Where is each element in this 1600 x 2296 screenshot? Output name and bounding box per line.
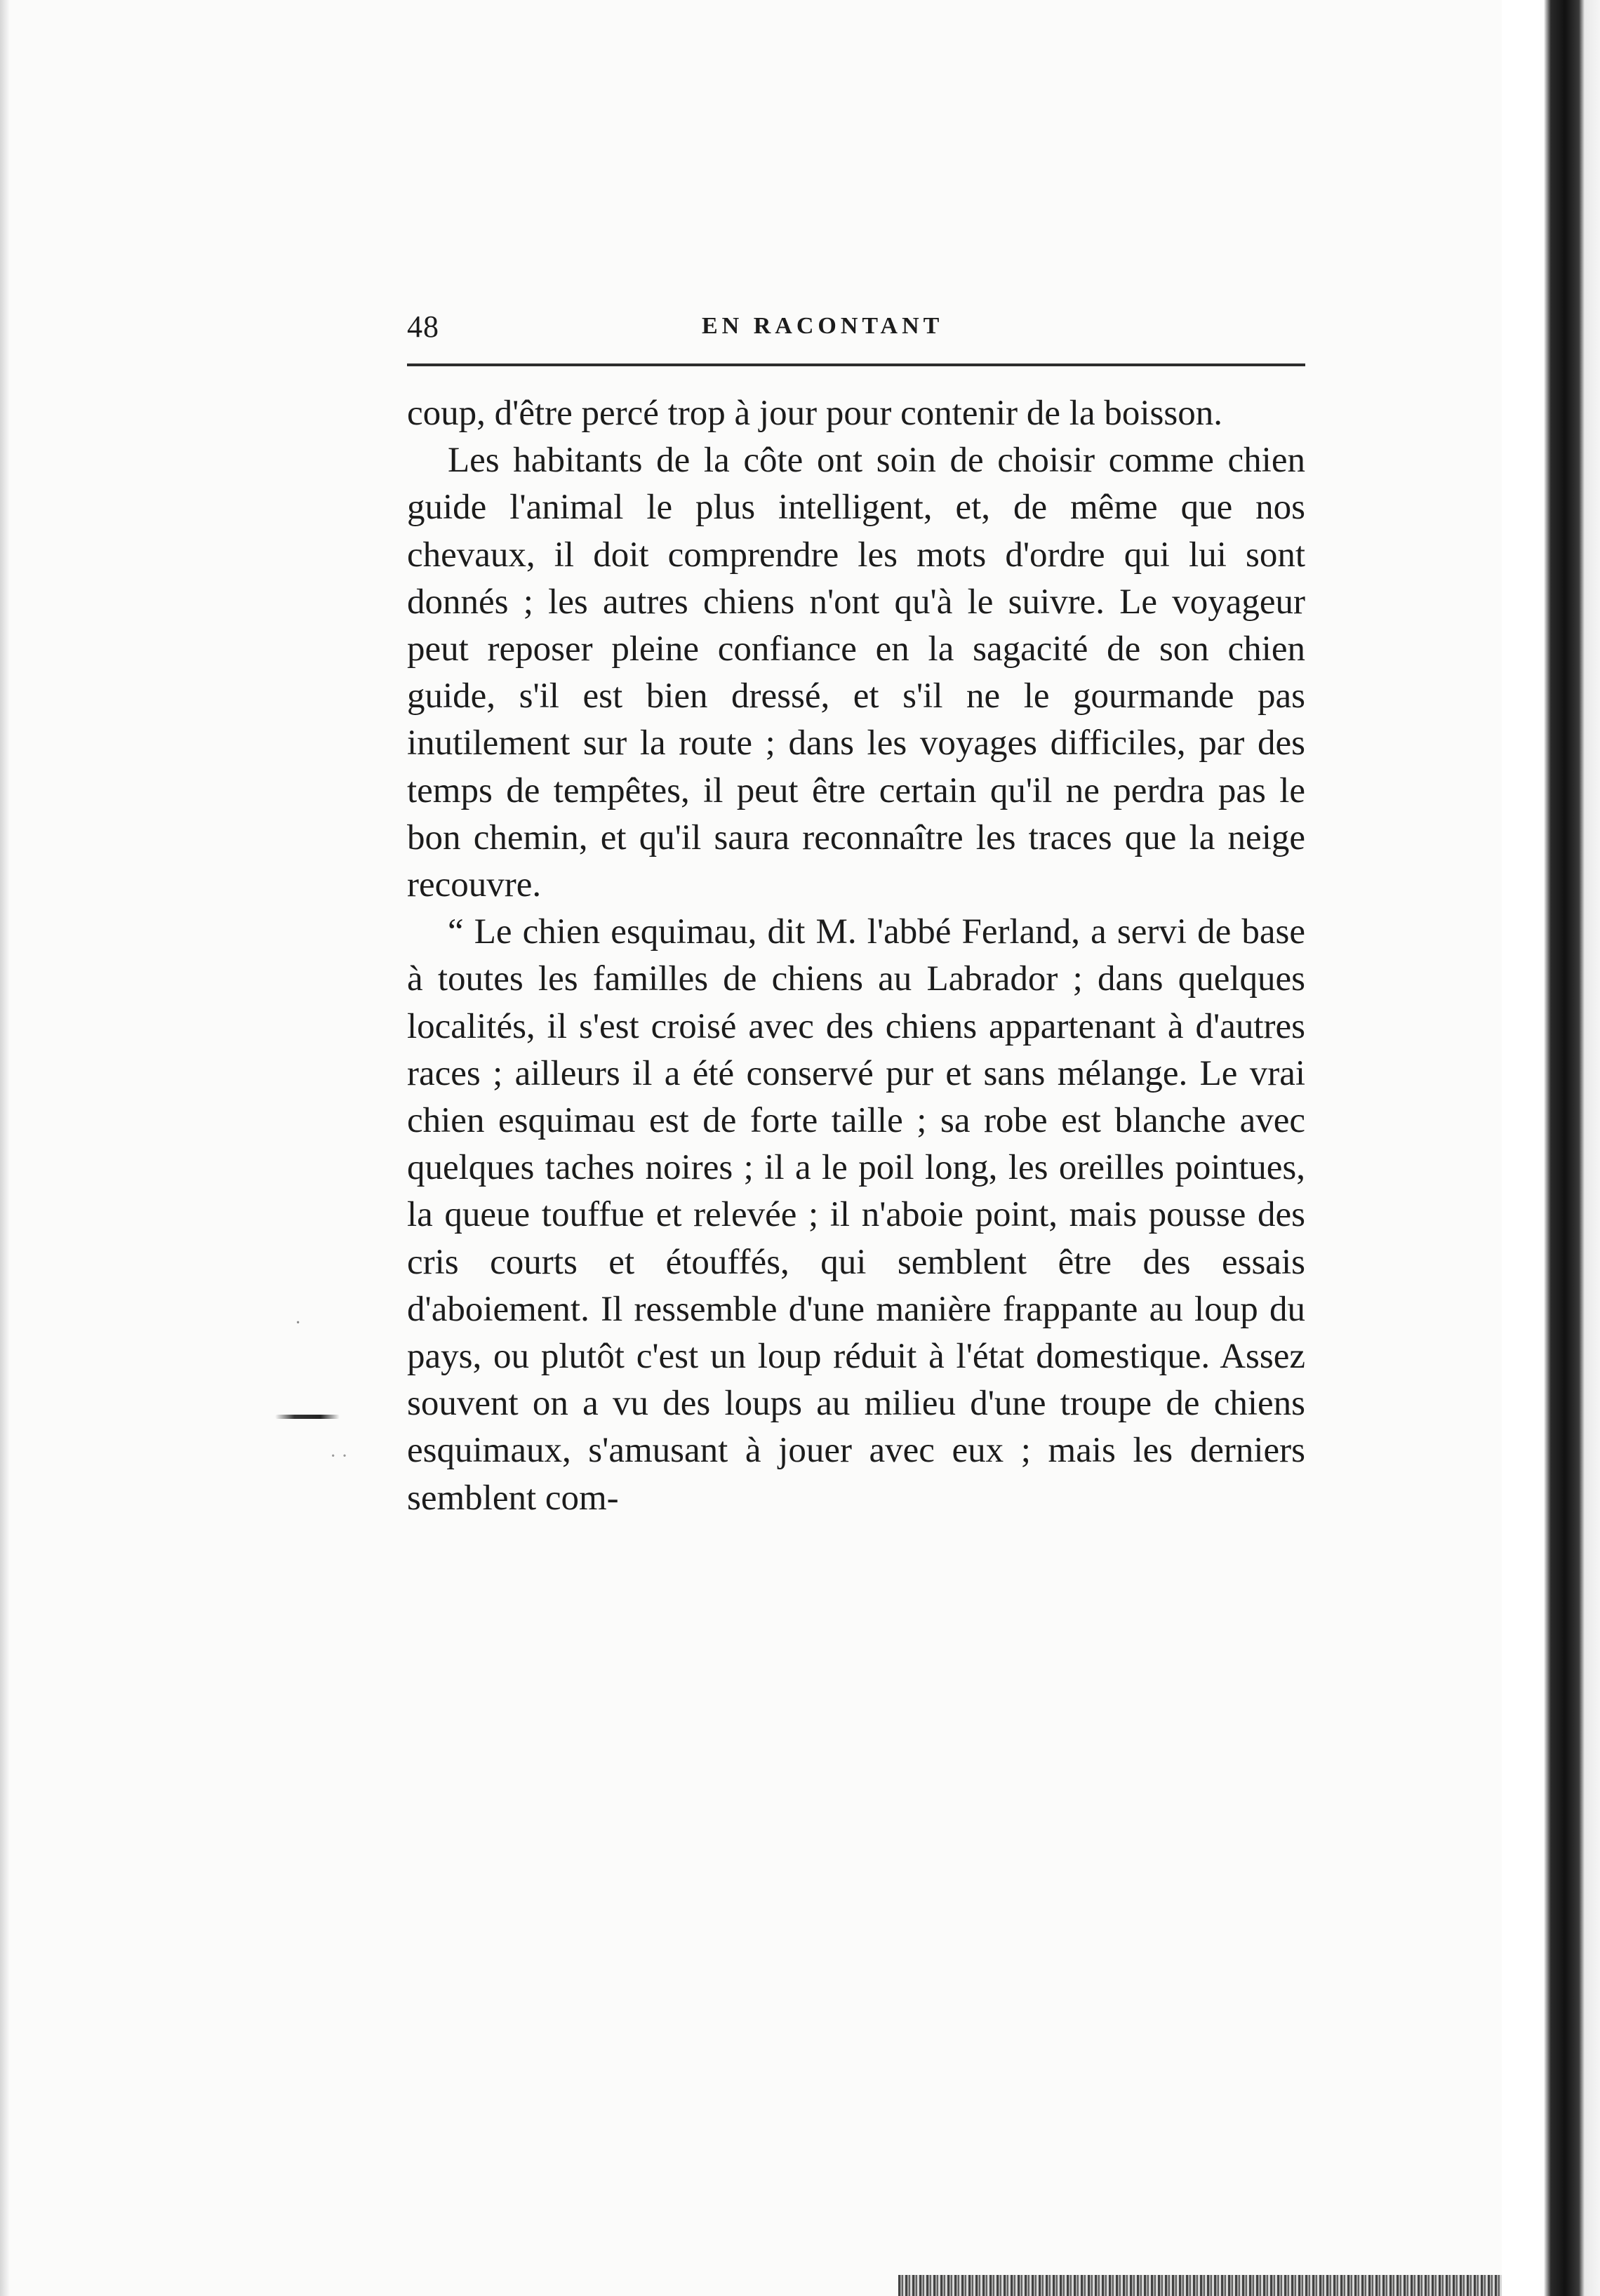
scan-binding-shadow bbox=[1502, 0, 1600, 2296]
header-rule bbox=[407, 363, 1305, 366]
paragraph: Les habitants de la côte ont soin de choisir comme chien guide l'animal le plus intelligent, et, de même que nos chevaux, il doit comprendre les mots d'ordre qui lui sont donnés ; les autres chiens n'ont qu'à le suivre. Le voyageur peut reposer pleine confiance en la sagacité de son chien guide, s'il est bien dressé, et s'il ne le gourmande pas inutilement sur la route ; dans les voyages difficiles, par des temps de tempêtes, il peut être certain qu'il ne perdra pas le bon chemin, et qu'il saura reconnaître les traces que la neige recouvre. bbox=[407, 441, 1305, 905]
scan-bottom-noise bbox=[898, 2275, 1502, 2296]
running-title: EN RACONTANT bbox=[702, 313, 944, 339]
paragraph-quote: “ Le chien esquimau, dit M. l'abbé Ferland, a servi de base à toutes les familles de chiens au Labrador ; dans quelques localités, il s'est croisé avec des chiens appartenant à d'autres races ; ailleurs il a été conservé pur et sans mélange. Le vrai chien esquimau est de forte taille ; sa robe est blanche avec quelques taches noires ; il a le poil long, les oreilles pointues, la queue touffue et relevée ; il n'aboie point, mais pousse des cris courts et étouffés, qui semblent être des essais d'aboiement. Il ressemble d'une manière frappante au loup du pays, ou plutôt c'est un loup réduit à l'état domestique. Assez souvent on a vu des loups au milieu d'une troupe de chiens esquimaux, s'amusant à jouer avec eux ; mais les derniers semblent com- bbox=[407, 912, 1305, 1518]
running-head bbox=[407, 309, 1305, 358]
page-number: 48 bbox=[407, 309, 439, 344]
scan-left-edge bbox=[0, 0, 10, 2296]
paragraph-continuation: coup, d'être percé trop à jour pour contenir de la boisson. bbox=[407, 394, 1222, 433]
body-text bbox=[407, 390, 1305, 1522]
margin-pencil-mark bbox=[275, 1415, 340, 1419]
margin-speck: · · bbox=[330, 1446, 348, 1467]
margin-speck: · bbox=[295, 1312, 302, 1334]
book-page bbox=[407, 309, 1305, 1522]
